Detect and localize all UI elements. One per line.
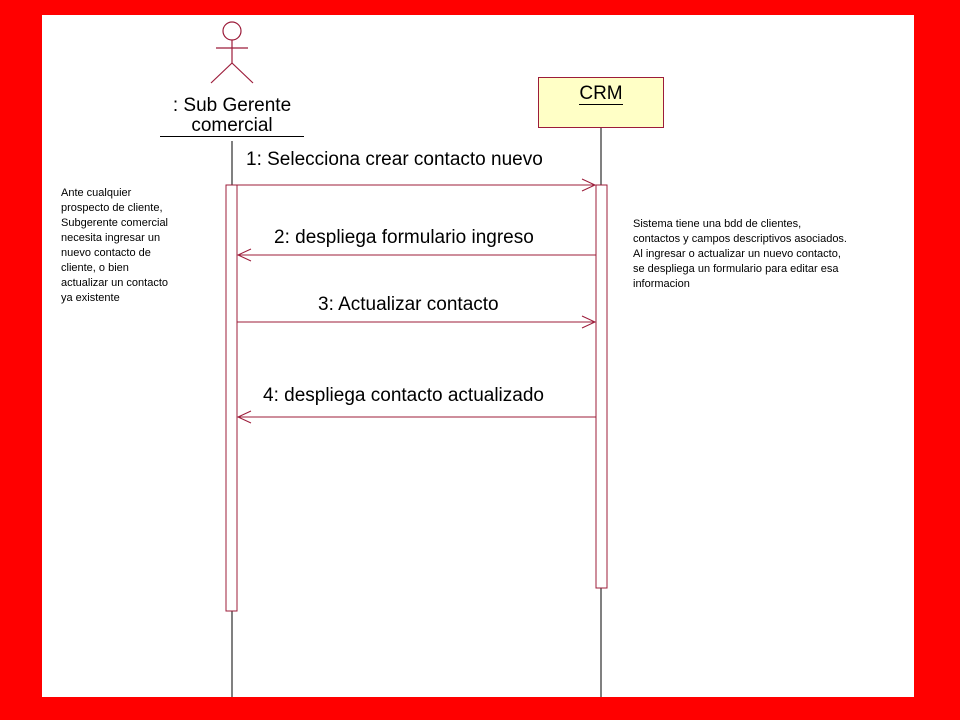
message-3-arrow [237, 316, 595, 328]
note-line: ya existente [61, 292, 120, 304]
note-line: Ante cualquier [61, 187, 132, 199]
message-1-arrow [237, 179, 595, 191]
right-note [633, 217, 847, 292]
message-3-label: 3: Actualizar contacto [318, 294, 499, 315]
note-line: informacion [633, 278, 690, 290]
note-line: se despliega un formulario para editar esa [633, 263, 839, 275]
crm-object-box [538, 77, 664, 128]
message-2-label: 2: despliega formulario ingreso [274, 227, 534, 248]
note-line: Sistema tiene una bdd de clientes, [633, 218, 802, 230]
message-4-arrow [238, 411, 596, 423]
note-line: Al ingresar o actualizar un nuevo contacto, [633, 248, 841, 260]
message-1-label: 1: Selecciona crear contacto nuevo [246, 149, 543, 170]
left-note [61, 186, 168, 306]
note-line: Subgerente comercial [61, 217, 169, 229]
note-line: actualizar un contacto [61, 277, 169, 289]
stick-figure-icon [211, 22, 253, 83]
note-line: cliente, o bien [61, 262, 129, 274]
actor-label: : Sub Gerente comercial [160, 96, 304, 137]
message-2-arrow [238, 249, 596, 261]
note-line: prospecto de cliente, [61, 202, 163, 214]
actor-activation-bar [226, 185, 237, 611]
crm-activation-bar [596, 185, 607, 588]
message-4-label: 4: despliega contacto actualizado [263, 385, 544, 406]
diagram-canvas [42, 15, 914, 697]
note-line: necesita ingresar un [61, 232, 161, 244]
note-line: nuevo contacto de [61, 247, 151, 259]
note-line: contactos y campos descriptivos asociados. [633, 233, 847, 245]
crm-label: CRM [579, 83, 623, 104]
